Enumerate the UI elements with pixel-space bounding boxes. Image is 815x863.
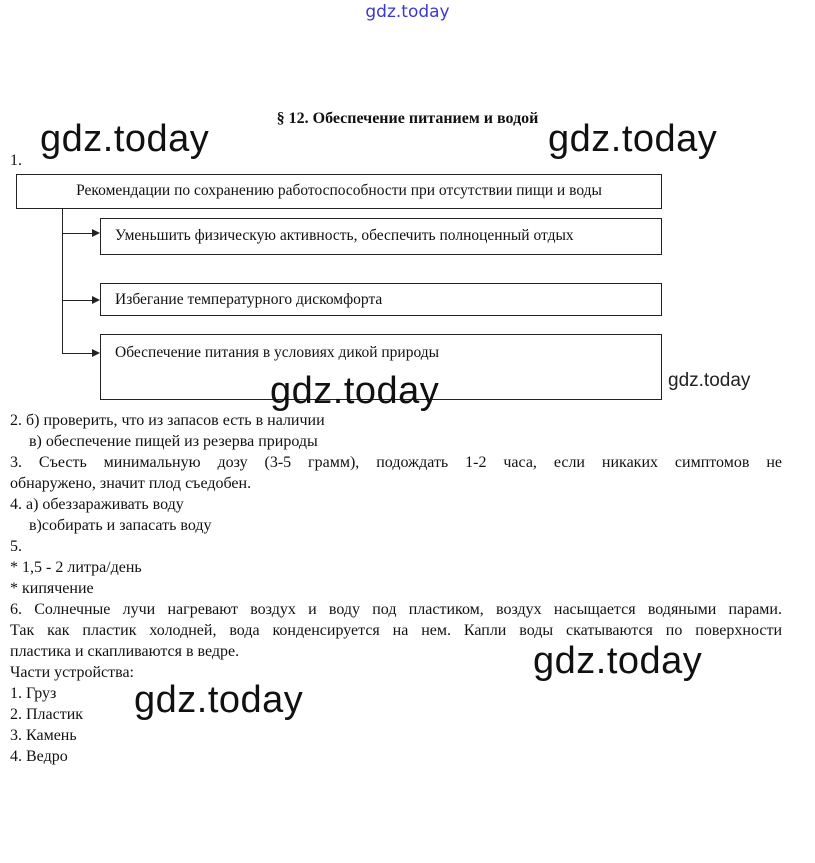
arrow-icon — [92, 229, 100, 237]
part-item: 4. Ведро — [10, 748, 68, 765]
watermark: gdz.today — [270, 370, 440, 412]
answer-5-line-2: * кипячение — [10, 580, 94, 597]
connector-2 — [62, 300, 94, 301]
recommendation-text-2: Избегание температурного дискомфорта — [115, 291, 383, 308]
watermark: gdz.today — [533, 640, 703, 682]
answer-3-line-1: 3. Съесть минимальную дозу (3-5 грамм), подождать 1-2 часа, если никаких симптомов не — [10, 454, 782, 471]
answer-5-number: 5. — [10, 538, 22, 555]
watermark-top: gdz.today — [365, 2, 450, 22]
part-item: 3. Камень — [10, 727, 77, 744]
recommendation-text-3: Обеспечение питания в условиях дикой природы — [115, 344, 440, 361]
answer-5-line-1: * 1,5 - 2 литра/день — [10, 559, 142, 576]
part-item: 1. Груз — [10, 685, 57, 702]
answer-2-line-2: в) обеспечение пищей из резерва природы — [29, 433, 318, 450]
answer-2-line-1: 2. б) проверить, что из запасов есть в наличии — [10, 412, 325, 429]
answer-4-line-1: 4. а) обеззараживать воду — [10, 496, 184, 513]
connector-vertical — [62, 209, 63, 353]
section-title: § 12. Обеспечение питанием и водой — [276, 110, 539, 127]
answer-4-line-2: в)собирать и запасать воду — [29, 517, 212, 534]
question-number: 1. — [10, 152, 22, 169]
recommendation-box-1 — [100, 218, 662, 255]
answer-6-line-3: пластика и скапливаются в ведре. — [10, 643, 240, 660]
connector-3 — [62, 353, 94, 354]
answer-6-line-2: Так как пластик холодней, вода конденсируется на нем. Капли воды скатываются по поверхности — [10, 622, 782, 639]
arrow-icon — [92, 349, 100, 357]
arrow-icon — [92, 296, 100, 304]
watermark-small: gdz.today — [668, 370, 751, 391]
connector-1 — [62, 233, 94, 234]
part-item: 2. Пластик — [10, 706, 84, 723]
watermark: gdz.today — [134, 679, 304, 721]
watermark: gdz.today — [40, 118, 210, 160]
answer-6-line-1: 6. Солнечные лучи нагревают воздух и воду под пластиком, воздух насыщается водяными парами. — [10, 601, 782, 618]
parts-label: Части устройства: — [10, 664, 134, 681]
main-recommendation-box — [16, 174, 662, 209]
recommendation-text-1: Уменьшить физическую активность, обеспечить полноценный отдых — [115, 227, 574, 244]
answer-3-line-2: обнаружено, значит плод съедобен. — [10, 475, 252, 492]
watermark: gdz.today — [548, 118, 718, 160]
recommendation-box-2 — [100, 283, 662, 316]
main-recommendation-text: Рекомендации по сохранению работоспособности при отсутствии пищи и воды — [76, 182, 602, 199]
